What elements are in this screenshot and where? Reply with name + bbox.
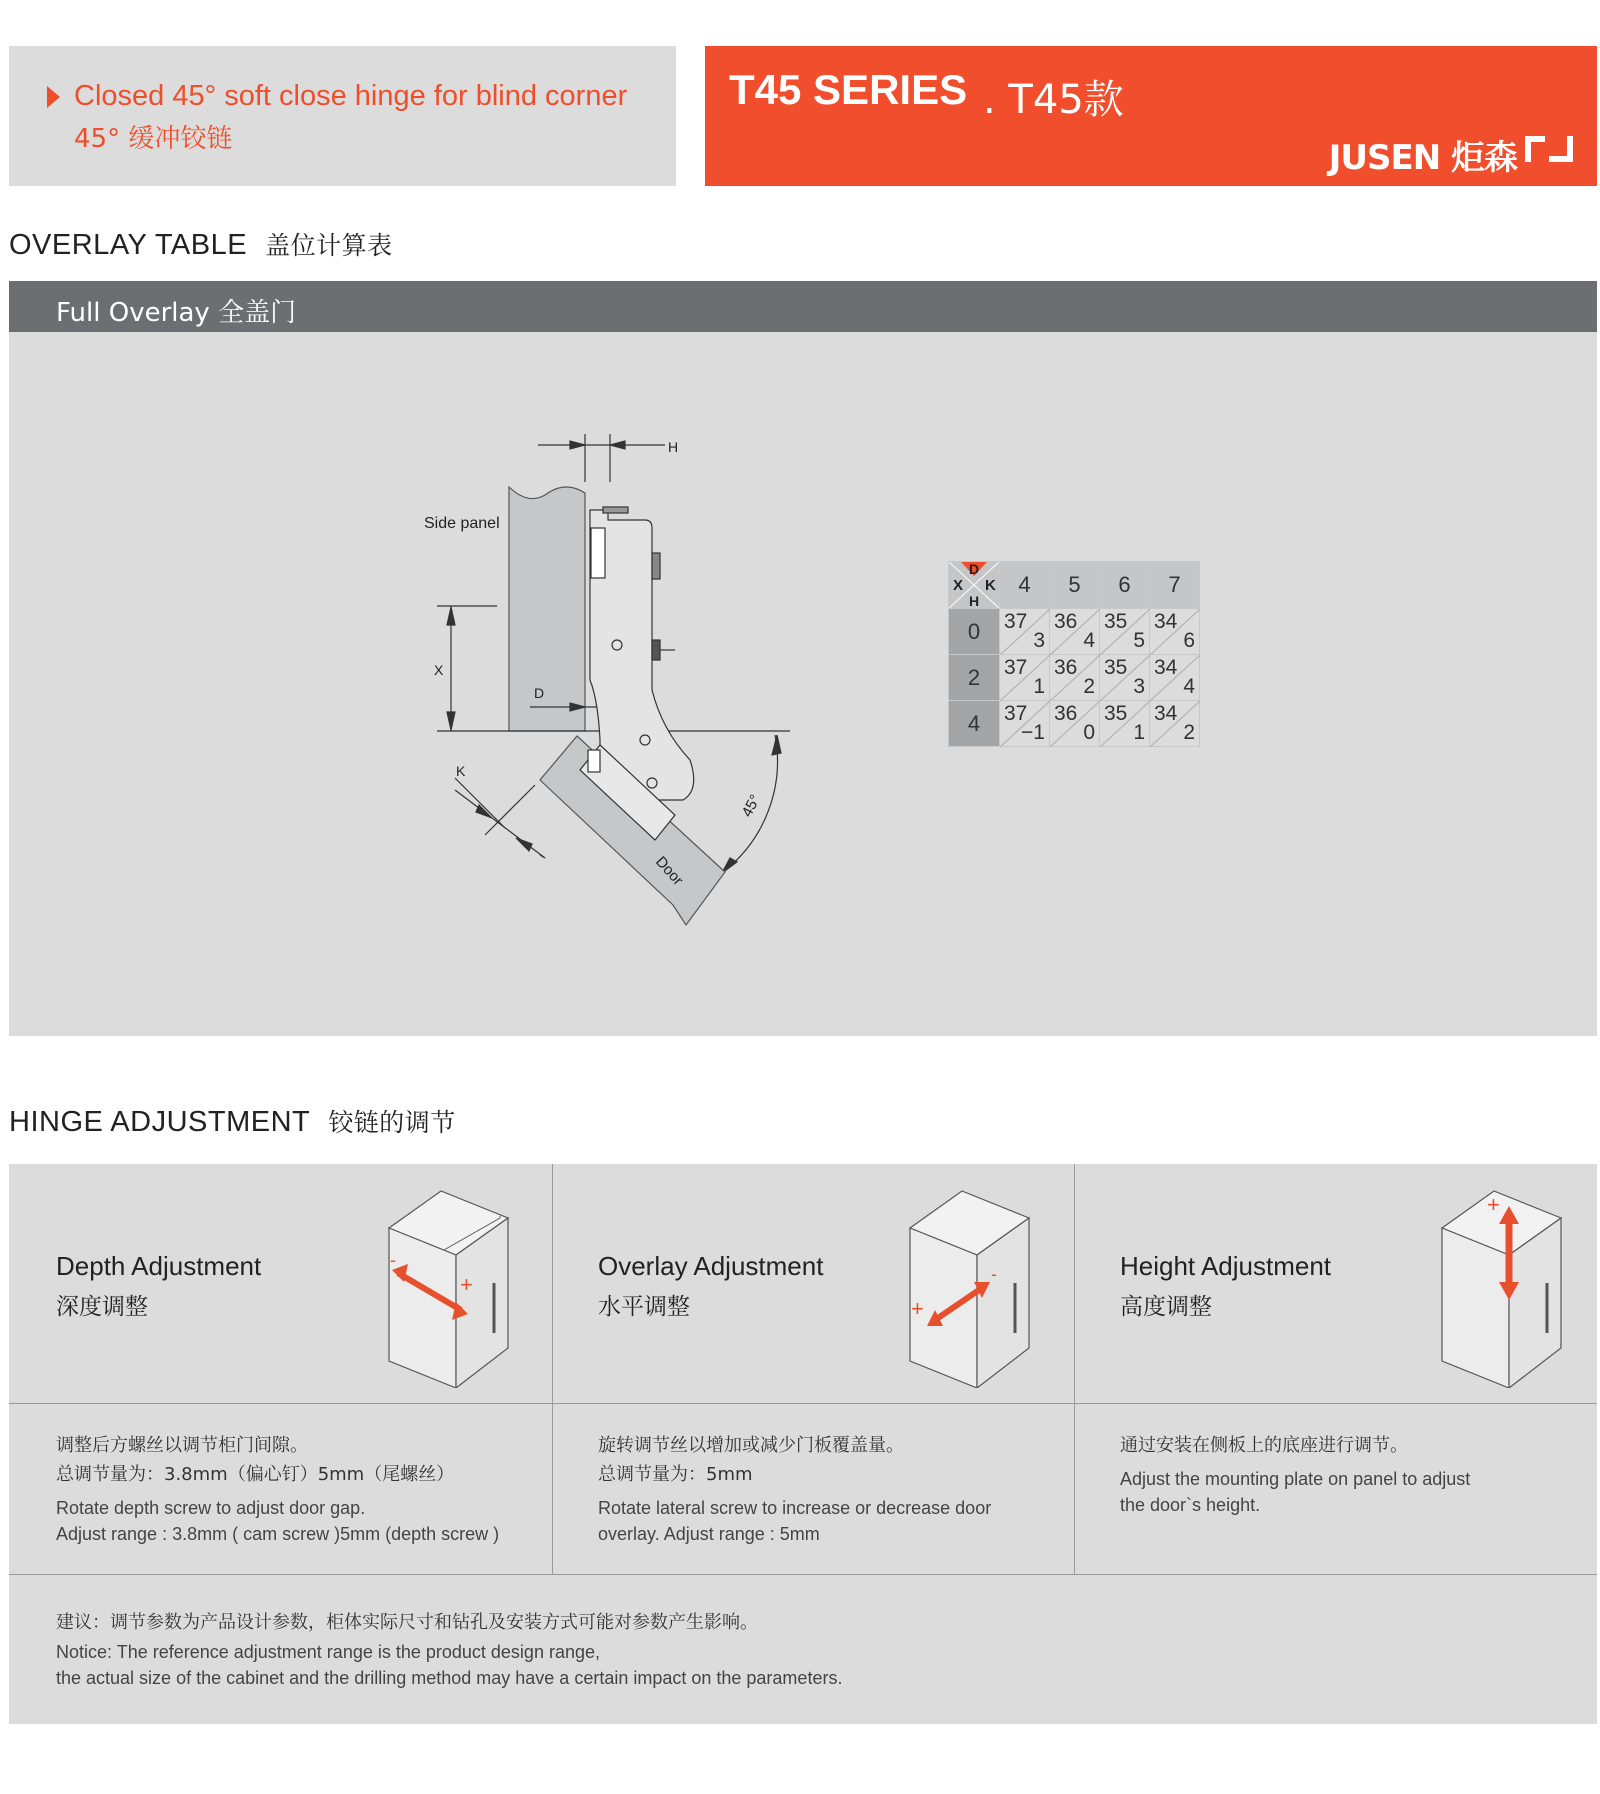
x-value: 36	[1054, 656, 1078, 679]
height-title-cn: 高度调整	[1120, 1294, 1212, 1320]
play-triangle-icon	[47, 86, 60, 108]
header-subtitle-box	[9, 46, 676, 186]
x-value: 37	[1004, 656, 1028, 679]
plus-mark: +	[911, 1296, 924, 1321]
divider	[9, 1403, 1597, 1404]
h-header: 0	[949, 609, 1000, 655]
table-cell	[1100, 701, 1150, 747]
divider	[1074, 1164, 1075, 1574]
height-desc-en-2: the door`s height.	[1120, 1495, 1261, 1515]
table-corner	[949, 562, 1000, 609]
full-overlay-label: Full Overlay 全盖门	[56, 298, 297, 328]
adjust-title-en: HINGE ADJUSTMENT	[9, 1106, 311, 1138]
x-value: 35	[1104, 610, 1128, 633]
adjustment-panel	[9, 1164, 1597, 1724]
depth-title: Depth Adjustment	[56, 1251, 262, 1281]
x-value: 37	[1004, 702, 1028, 725]
d-value: 4	[1183, 675, 1195, 698]
minus-mark: -	[1511, 1276, 1517, 1296]
brand-mark-icon	[1523, 134, 1575, 164]
plus-mark: +	[460, 1272, 473, 1297]
k-header: 6	[1100, 562, 1150, 609]
header-series-box	[705, 46, 1597, 186]
h-header: 2	[949, 655, 1000, 701]
hinge-diagram	[400, 420, 820, 940]
corner-h: H	[968, 593, 980, 608]
depth-desc-en-1: Rotate depth screw to adjust door gap.	[56, 1498, 366, 1518]
depth-desc-en-2: Adjust range : 3.8mm ( cam screw )5mm (depth screw )	[56, 1524, 500, 1544]
door-label: Door	[652, 853, 687, 889]
angle-label: 45°	[738, 791, 765, 820]
d-value: 6	[1183, 629, 1195, 652]
d-value: 3	[1133, 675, 1145, 698]
depth-title-cn: 深度调整	[56, 1294, 148, 1320]
overlay-cabinet-icon	[907, 1188, 1037, 1388]
x-value: 35	[1104, 702, 1128, 725]
d-value: 4	[1083, 629, 1095, 652]
side-panel-label: Side panel	[424, 515, 500, 532]
overlay-adjust-title-cn: 水平调整	[598, 1294, 690, 1320]
table-cell	[1050, 609, 1100, 655]
divider	[552, 1164, 553, 1574]
d-value: 0	[1083, 721, 1095, 744]
table-cell	[1150, 609, 1200, 655]
h-label: H	[668, 439, 679, 455]
brand-logo-text: JUSEN 炬森	[1328, 138, 1517, 178]
depth-desc-cn-1: 调整后方螺丝以调节柜门间隙。	[56, 1435, 308, 1456]
d-value: 2	[1083, 675, 1095, 698]
k-header: 4	[1000, 562, 1050, 609]
table-row	[949, 655, 1200, 701]
notice-en-1: Notice: The reference adjustment range is the product design range,	[56, 1642, 600, 1662]
overlay-table	[948, 561, 1200, 747]
k-header: 5	[1050, 562, 1100, 609]
table-cell	[1100, 609, 1150, 655]
table-header-row	[949, 562, 1200, 609]
table-cell	[1100, 655, 1150, 701]
table-cell	[1000, 701, 1050, 747]
height-cabinet-icon	[1439, 1188, 1569, 1388]
table-cell	[1050, 701, 1100, 747]
overlay-title-en: OVERLAY TABLE	[9, 229, 248, 261]
depth-cabinet-icon	[386, 1188, 516, 1388]
height-desc-en-1: Adjust the mounting plate on panel to adjust	[1120, 1469, 1471, 1489]
full-overlay-bar	[9, 281, 1597, 332]
table-cell	[1000, 609, 1050, 655]
height-title: Height Adjustment	[1120, 1251, 1332, 1281]
k-label: K	[456, 763, 466, 779]
d-value: 5	[1133, 629, 1145, 652]
height-desc-cn-1: 通过安装在侧板上的底座进行调节。	[1120, 1435, 1408, 1456]
overlay-title-cn: 盖位计算表	[265, 231, 393, 260]
corner-d: D	[968, 562, 980, 577]
x-label: X	[434, 662, 444, 678]
d-value: 2	[1183, 721, 1195, 744]
overlay-desc-en-2: overlay. Adjust range : 5mm	[598, 1524, 820, 1544]
d-value: 1	[1133, 721, 1145, 744]
corner-x: X	[953, 577, 964, 594]
table-row	[949, 701, 1200, 747]
d-value: 1	[1033, 675, 1045, 698]
table-row	[949, 609, 1200, 655]
h-header: 4	[949, 701, 1000, 747]
notice-cn: 建议：调节参数为产品设计参数，柜体实际尺寸和钻孔及安装方式可能对参数产生影响。	[56, 1612, 758, 1633]
table-cell	[1150, 655, 1200, 701]
x-value: 36	[1054, 610, 1078, 633]
overlay-adjust-title: Overlay Adjustment	[598, 1251, 824, 1281]
table-cell	[1050, 655, 1100, 701]
d-value: 3	[1033, 629, 1045, 652]
x-value: 34	[1154, 610, 1178, 633]
table-cell	[1150, 701, 1200, 747]
table-cell	[1000, 655, 1050, 701]
notice-en-2: the actual size of the cabinet and the drilling method may have a certain impact on the parameters.	[56, 1668, 843, 1688]
adjust-section-title	[9, 1103, 456, 1139]
d-value: −1	[1021, 721, 1045, 744]
subtitle-cn: 45° 缓冲铰链	[74, 124, 233, 154]
minus-mark: -	[390, 1250, 396, 1270]
x-value: 37	[1004, 610, 1028, 633]
x-value: 36	[1054, 702, 1078, 725]
divider	[9, 1574, 1597, 1575]
depth-desc-cn-2: 总调节量为：3.8mm（偏心钉）5mm（尾螺丝）	[56, 1464, 455, 1485]
x-value: 34	[1154, 656, 1178, 679]
x-value: 34	[1154, 702, 1178, 725]
series-title: T45 SERIES	[729, 66, 968, 113]
adjust-title-cn: 铰链的调节	[328, 1108, 456, 1137]
minus-mark: -	[991, 1264, 997, 1284]
overlay-desc-cn-2: 总调节量为：5mm	[598, 1464, 753, 1485]
x-value: 35	[1104, 656, 1128, 679]
series-title-cn: . T45款	[983, 77, 1124, 123]
subtitle-en: Closed 45° soft close hinge for blind corner	[74, 80, 628, 112]
plus-mark: +	[1487, 1192, 1500, 1217]
overlay-section-title	[9, 226, 393, 262]
k-header: 7	[1150, 562, 1200, 609]
corner-k: K	[985, 577, 996, 594]
overlay-desc-en-1: Rotate lateral screw to increase or decrease door	[598, 1498, 992, 1518]
overlay-desc-cn-1: 旋转调节丝以增加或减少门板覆盖量。	[598, 1435, 904, 1456]
d-label: D	[534, 685, 545, 701]
